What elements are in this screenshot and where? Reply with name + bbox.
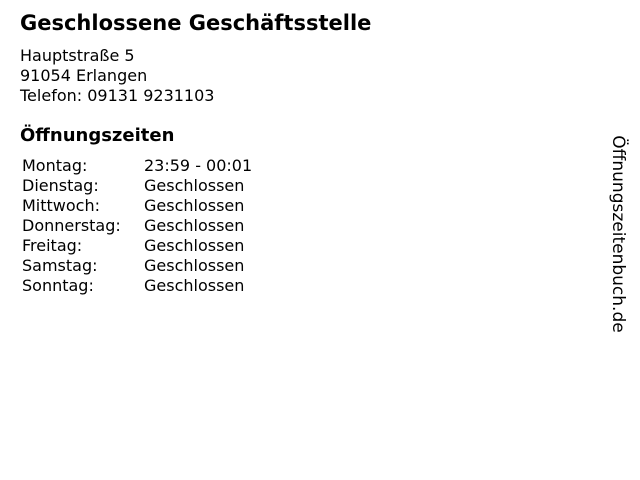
watermark-vertical-text: Öffnungszeitenbuch.de (608, 135, 628, 333)
opening-hours-heading: Öffnungszeiten (20, 125, 175, 146)
opening-hours-row-sunday (22, 276, 252, 296)
day-label: Donnerstag: (22, 216, 121, 235)
opening-hours-row-wednesday (22, 196, 252, 216)
opening-hours-row-thursday (22, 216, 252, 236)
address-block (20, 46, 214, 106)
opening-hours-row-tuesday (22, 176, 252, 196)
day-label: Montag: (22, 156, 88, 175)
time-value: Geschlossen (144, 176, 245, 195)
address-street: Hauptstraße 5 (20, 46, 135, 65)
time-value: Geschlossen (144, 256, 245, 275)
address-city: 91054 Erlangen (20, 66, 148, 85)
page-title: Geschlossene Geschäftsstelle (20, 11, 372, 35)
time-value: Geschlossen (144, 196, 245, 215)
address-phone: Telefon: 09131 9231103 (20, 86, 215, 105)
opening-hours-row-monday (22, 156, 252, 176)
time-value: Geschlossen (144, 236, 245, 255)
day-label: Mittwoch: (22, 196, 100, 215)
opening-hours-table (22, 156, 252, 296)
opening-hours-row-friday (22, 236, 252, 256)
time-value: 23:59 - 00:01 (144, 156, 253, 175)
time-value: Geschlossen (144, 276, 245, 295)
time-value: Geschlossen (144, 216, 245, 235)
opening-hours-row-saturday (22, 256, 252, 276)
day-label: Samstag: (22, 256, 98, 275)
day-label: Dienstag: (22, 176, 99, 195)
day-label: Sonntag: (22, 276, 94, 295)
day-label: Freitag: (22, 236, 83, 255)
